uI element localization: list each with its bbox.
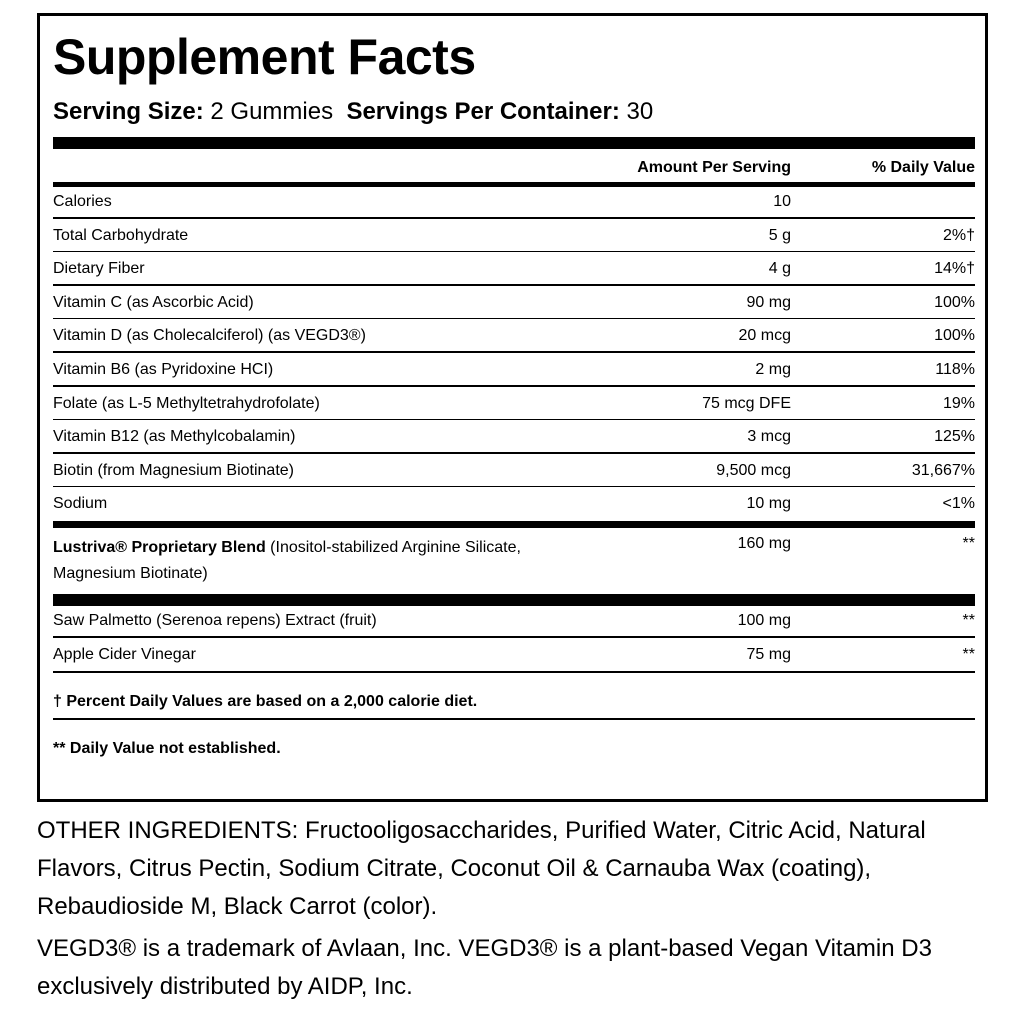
blend-row — [53, 535, 975, 595]
nutrient-row — [53, 260, 975, 294]
header-amount: Amount Per Serving — [637, 159, 791, 176]
row-divider — [53, 217, 975, 219]
nutrient-row — [53, 462, 975, 496]
row-divider — [53, 452, 975, 454]
nutrient-row — [53, 193, 975, 227]
row-divider — [53, 419, 975, 421]
column-header — [53, 159, 975, 181]
thick-divider-header — [53, 182, 975, 187]
row-divider — [53, 284, 975, 286]
nutrient-daily-value: 125% — [934, 428, 975, 446]
servings-per-container-label: Servings Per Container: — [346, 98, 620, 125]
thick-divider-top — [53, 137, 975, 149]
trademark-note: VEGD3® is a trademark of Avlaan, Inc. VEGD3® is a plant-based Vegan Vitamin D3 exclusively distributed by AIDP, Inc. — [37, 935, 932, 1000]
nutrient-amount: 2 mg — [755, 361, 791, 378]
nutrient-name: Dietary Fiber — [53, 260, 145, 278]
nutrient-amount: 3 mcg — [747, 428, 791, 446]
row-divider — [53, 351, 975, 353]
divider-footnotes — [53, 718, 975, 720]
nutrient-amount: 75 mcg DFE — [702, 394, 791, 412]
blend-name-rest-2: Magnesium Biotinate) — [53, 565, 208, 582]
row-divider — [53, 251, 975, 253]
blend-name — [53, 535, 613, 587]
nutrient-daily-value: 31,667% — [911, 461, 975, 479]
nutrient-name: Vitamin B6 (as Pyridoxine HCI) — [53, 361, 274, 378]
nutrient-name: Total Carbohydrate — [53, 226, 189, 244]
nutrient-daily-value: <1% — [942, 495, 975, 513]
nutrient-amount: 5 g — [768, 226, 791, 244]
blend-name-bold: Lustriva® Proprietary Blend — [53, 539, 266, 556]
nutrient-name: Vitamin B12 (as Methylcobalamin) — [53, 428, 296, 446]
nutrient-row — [53, 428, 975, 462]
nutrient-daily-value: 19% — [942, 394, 975, 412]
nutrient-row — [53, 395, 975, 429]
serving-size-label: Serving Size: — [53, 98, 204, 125]
nutrient-amount: 9,500 mcg — [716, 461, 791, 479]
row-divider — [53, 385, 975, 387]
nutrient-name: Biotin (from Magnesium Biotinate) — [53, 461, 294, 479]
nutrient-row — [53, 227, 975, 261]
nutrient-name: Saw Palmetto (Serenoa repens) Extract (fruit) — [53, 612, 377, 629]
footnote-stars: ** Daily Value not established. — [53, 740, 281, 757]
nutrient-row — [53, 294, 975, 328]
serving-info — [53, 98, 653, 126]
nutrient-amount: 20 mcg — [738, 327, 791, 345]
nutrient-name: Vitamin D (as Cholecalciferol) (as VEGD3®) — [53, 327, 366, 345]
nutrient-name: Apple Cider Vinegar — [53, 645, 196, 663]
nutrient-name: Folate (as L-5 Methyltetrahydrofolate) — [53, 394, 320, 412]
header-daily-value: % Daily Value — [871, 159, 975, 176]
footnote-dagger: † Percent Daily Values are based on a 2,000 calorie diet. — [53, 693, 478, 710]
nutrient-amount: 10 — [773, 193, 791, 210]
nutrient-amount: 90 mg — [746, 293, 791, 311]
row-divider — [53, 636, 975, 638]
nutrient-row — [53, 612, 975, 646]
blend-amount: 160 mg — [737, 535, 791, 552]
nutrient-daily-value: 14%† — [934, 260, 975, 278]
blend-name-rest-1: (Inositol-stabilized Arginine Silicate, — [265, 539, 521, 556]
nutrient-daily-value: ** — [962, 645, 975, 663]
nutrient-name: Calories — [53, 193, 112, 210]
nutrient-row — [53, 361, 975, 395]
nutrient-daily-value: ** — [962, 612, 975, 629]
nutrient-amount: 10 mg — [746, 495, 791, 513]
nutrient-row — [53, 646, 975, 680]
divider-before-footnotes — [53, 671, 975, 673]
row-divider — [53, 486, 975, 488]
nutrient-name: Vitamin C (as Ascorbic Acid) — [53, 293, 254, 311]
nutrient-amount: 75 mg — [746, 645, 791, 663]
other-ingredients: OTHER INGREDIENTS: Fructooligosaccharides, Purified Water, Citric Acid, Natural Flavors, Citrus Pectin, Sodium Citrate, Coconut Oil & Carnauba Wax (coating), Rebaudioside M, Black Carrot (color). — [37, 817, 926, 920]
row-divider — [53, 318, 975, 320]
nutrient-daily-value: 100% — [934, 327, 975, 345]
servings-per-container-value: 30 — [626, 98, 654, 125]
thick-divider-blend-bottom — [53, 594, 975, 606]
nutrient-name: Sodium — [53, 495, 108, 513]
nutrient-row — [53, 327, 975, 361]
panel-title: Supplement Facts — [53, 29, 476, 85]
supplement-facts-panel — [37, 13, 988, 802]
nutrient-daily-value: 100% — [934, 293, 975, 311]
serving-size-value: 2 Gummies — [210, 98, 334, 125]
nutrient-daily-value: 118% — [935, 361, 975, 378]
nutrient-amount: 100 mg — [737, 612, 791, 629]
blend-dv: ** — [962, 535, 975, 552]
nutrient-amount: 4 g — [768, 260, 791, 278]
thick-divider-blend-top — [53, 521, 975, 528]
nutrient-daily-value: 2%† — [942, 226, 975, 244]
